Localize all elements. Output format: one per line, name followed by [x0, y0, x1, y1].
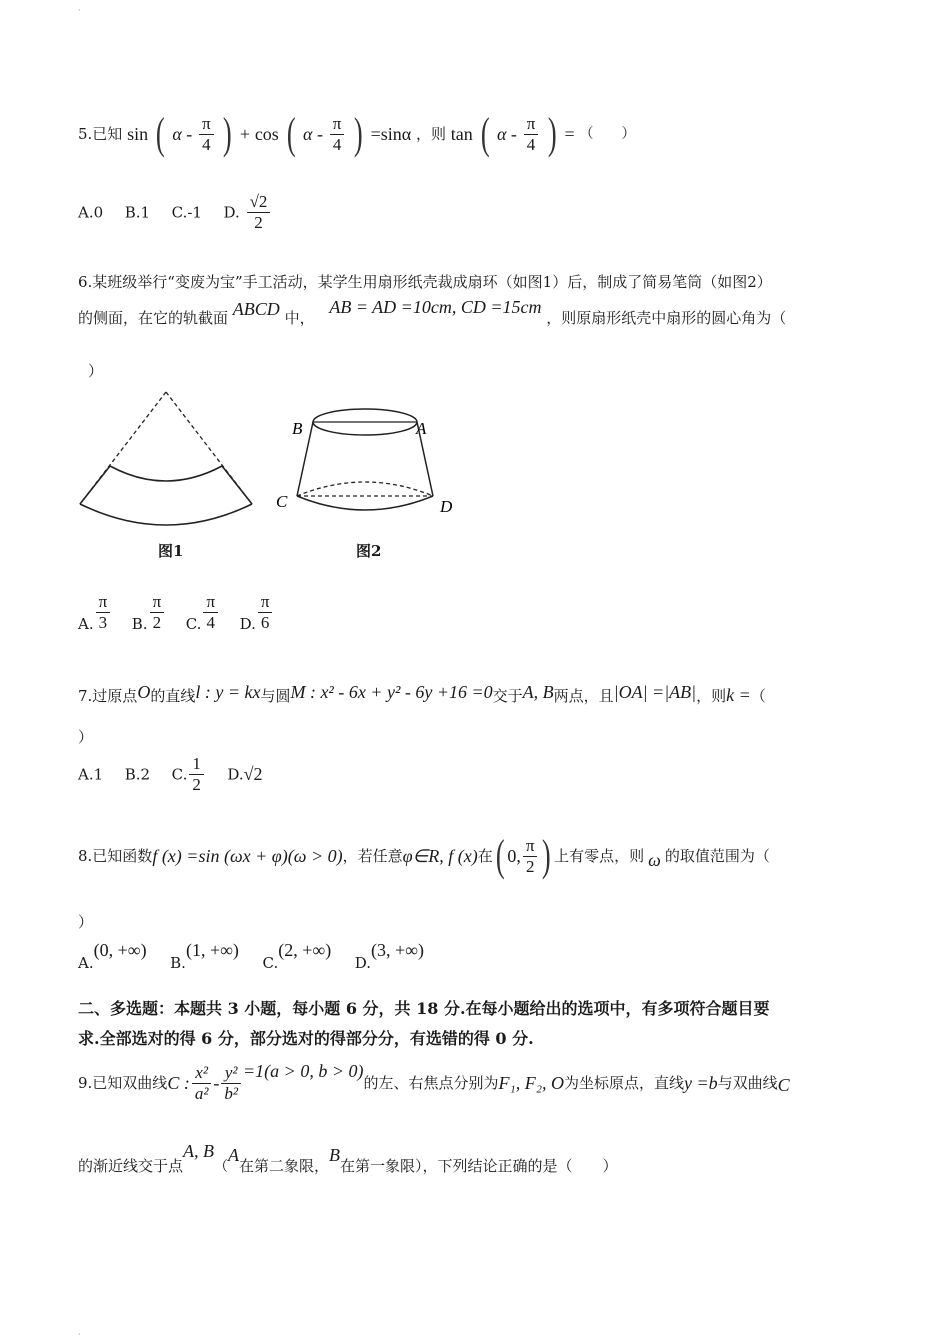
q5-alpha-minus-3: α -	[496, 124, 517, 144]
q8-paren-open: (	[495, 831, 505, 880]
q6-option-b-den: 2	[150, 612, 165, 633]
question-8	[78, 831, 770, 880]
q5-paren-open-1: (	[155, 109, 165, 158]
q9-prefix: 9.已知双曲线	[78, 1074, 168, 1092]
q6-option-c-letter: C.	[185, 614, 202, 633]
q6-option-d-frac	[258, 592, 273, 633]
question-7	[78, 684, 766, 707]
q6-option-d-den: 6	[258, 612, 273, 633]
q6-option-b-num: π	[152, 592, 162, 611]
q5-pi-3: π	[524, 114, 539, 135]
q6-line3: ）	[88, 362, 104, 380]
q9-frac-y2b2	[221, 1063, 241, 1104]
q9-paren-open: （	[214, 1159, 229, 1175]
q8-option-b-letter: B.	[170, 954, 186, 972]
q5-options	[78, 192, 272, 233]
q7-t1: 的直线	[150, 687, 196, 705]
q5-cos: cos	[254, 124, 279, 144]
q5-frac-pi4-1	[199, 114, 214, 155]
q5-option-b: B.1	[124, 203, 151, 222]
q9-c-colon: C :	[167, 1073, 190, 1093]
question-5	[78, 109, 636, 158]
q8-t3: 上有零点，则	[554, 847, 645, 865]
q7-option-c-den: 2	[192, 775, 201, 794]
q8-option-c	[262, 940, 332, 972]
q8-t1: ，若任意	[342, 847, 403, 865]
q5-then: ，则	[415, 125, 446, 143]
q5-alpha-minus-1: α -	[172, 124, 193, 144]
q8-option-d-val: (3, +∞)	[371, 940, 425, 960]
q8-option-a	[78, 940, 147, 972]
q6-condition: AB = AD =10cm, CD =15cm	[329, 297, 542, 317]
q5-eq-sin-alpha: =sinα	[370, 124, 412, 144]
q6-option-c-num: π	[206, 592, 216, 611]
q8-omega: ω	[648, 850, 661, 870]
q7-t6: （	[750, 687, 766, 705]
q8-interval-left: 0,	[507, 846, 521, 866]
q5-alpha-minus-2: α -	[303, 124, 323, 144]
q9-t1: 的左、右焦点分别为	[363, 1074, 499, 1092]
q9-ab: A, B	[183, 1141, 215, 1161]
q6-option-b	[131, 592, 171, 633]
fig1-right-edge	[222, 466, 252, 504]
q8-option-b	[170, 940, 239, 972]
q7-ab: A, B	[522, 682, 554, 702]
q7-prefix: 7.过原点	[78, 687, 138, 705]
fig2-label-a: A	[416, 419, 427, 438]
q6-option-d	[239, 592, 275, 633]
q8-t2: 在	[477, 847, 493, 865]
fig2-label-d: D	[440, 497, 453, 516]
q6-option-a-letter: A.	[78, 614, 94, 633]
q5-option-d-frac	[247, 192, 271, 233]
q5-paren-open-3: (	[480, 109, 490, 158]
q9-line2-a: 的渐近线交于点	[78, 1157, 184, 1175]
q8-option-d	[354, 940, 425, 972]
page-mark-top: ·	[78, 6, 81, 15]
q5-paren-close-3: )	[548, 109, 557, 158]
q5-option-d: D.	[223, 203, 240, 222]
q9-b-letter: B	[329, 1145, 341, 1165]
q9-t2: 为坐标原点，直线	[564, 1074, 685, 1092]
q6-option-d-num: π	[260, 592, 270, 611]
q5-frac-pi4-2	[330, 114, 345, 155]
fig2-label-c: C	[276, 492, 288, 511]
q8-prefix: 8.已知函数	[78, 847, 153, 865]
fig1-inner-arc	[110, 466, 222, 481]
q9-minus: -	[213, 1073, 220, 1093]
q9-t5: 在第一象限），下列结论正确的是（ ）	[340, 1157, 618, 1175]
q6-option-c	[185, 592, 225, 633]
q6-figure-1-caption: 图1	[158, 542, 184, 560]
q8-option-a-val: (0, +∞)	[93, 940, 147, 960]
q9-cond: =1(a > 0, b > 0)	[243, 1061, 364, 1081]
q7-line2: ）	[78, 728, 94, 746]
q5-pi-2: π	[330, 114, 345, 135]
q5-sin: sin	[127, 124, 149, 144]
q7-options	[78, 754, 263, 795]
q8-option-d-letter: D.	[354, 954, 372, 972]
q5-tan: tan	[450, 124, 473, 144]
q8-func: f (x) =sin (ωx + φ)(ω > 0)	[152, 846, 343, 866]
fig2-label-b: B	[292, 419, 303, 438]
fig1-outer-arc	[80, 504, 252, 525]
q6-option-a-den: 3	[96, 612, 111, 633]
q6-option-a-frac	[96, 592, 111, 633]
q8-line2: ）	[78, 913, 94, 931]
q8-t4: 的取值范围为（	[664, 847, 770, 865]
q6-option-c-den: 4	[203, 612, 218, 633]
q6-figure-2	[270, 400, 470, 530]
q7-option-c: C.	[171, 765, 188, 784]
q7-t4: 两点，且	[553, 687, 614, 705]
q5-four-1: 4	[202, 134, 211, 154]
q8-two: 2	[525, 856, 535, 876]
q5-four-3: 4	[526, 134, 536, 154]
question-9	[78, 1060, 790, 1104]
q9-line2	[78, 1140, 618, 1178]
q6-figure-2-caption: 图2	[356, 542, 382, 560]
q9-a2: a²	[194, 1083, 209, 1103]
q6-line2-b: 中，	[284, 309, 315, 327]
page-mark-bottom: ·	[78, 1330, 81, 1339]
q6-line2-a: 的侧面，在它的轨截面	[78, 309, 229, 327]
q6-option-a	[78, 592, 117, 633]
q6-option-a-num: π	[98, 592, 108, 611]
q6-figure-1	[76, 386, 266, 566]
section-2-line2: 求.全部选对的得 6 分，部分选对的得部分分，有选错的得 0 分.	[78, 1029, 534, 1048]
q6-abcd: ABCD	[232, 299, 280, 319]
q8-paren-close: )	[542, 831, 552, 880]
q9-x2: x²	[192, 1063, 212, 1084]
q5-plus: +	[239, 124, 251, 144]
q6-option-b-letter: B.	[131, 614, 148, 633]
q7-option-c-num: 1	[189, 754, 204, 775]
q7-option-b: B.2	[124, 765, 151, 784]
q7-abs-eq: |OA| =|AB|	[613, 682, 697, 702]
q6-line2-c: ，则原扇形纸壳中扇形的圆心角为（	[546, 309, 787, 327]
q5-answer-paren: （ ）	[579, 126, 636, 142]
q5-prefix: 5.已知	[78, 125, 123, 143]
q8-option-a-letter: A.	[78, 954, 94, 972]
q5-paren-close-2: )	[354, 109, 363, 158]
q5-paren-close-1: )	[223, 109, 233, 158]
q7-t5: ，则	[696, 687, 727, 705]
q7-o: O	[137, 682, 151, 702]
q8-option-b-val: (1, +∞)	[185, 940, 239, 960]
q8-option-c-val: (2, +∞)	[278, 940, 332, 960]
fig1-left-edge	[80, 466, 110, 504]
q8-pi: π	[523, 836, 538, 857]
q9-y2: y²	[221, 1063, 241, 1084]
q8-option-c-letter: C.	[262, 954, 279, 972]
q6-option-b-frac	[150, 592, 165, 633]
fig2-bottom-front-arc	[297, 496, 433, 510]
q5-four-2: 4	[332, 134, 342, 154]
q9-t3: 与双曲线	[717, 1074, 778, 1092]
q6-line2	[78, 297, 787, 329]
q9-t4: 在第二象限，	[239, 1157, 330, 1175]
q5-paren-open-2: (	[286, 109, 296, 158]
q8-frac-pi2	[523, 836, 538, 877]
q5-option-d-num: √2	[247, 192, 271, 213]
q9-a-letter: A	[228, 1145, 240, 1165]
q7-circle-eq: M : x² - 6x + y² - 6y +16 =0	[290, 682, 493, 702]
q6-option-c-frac	[203, 592, 218, 633]
q9-line: y =b	[684, 1073, 718, 1093]
q7-option-d-val: √2	[243, 764, 263, 784]
q7-option-d: D.	[227, 765, 244, 784]
q8-phi-r: φ∈R, f (x)	[402, 846, 478, 866]
q5-eq: =	[564, 124, 575, 144]
q6-line1: 6.某班级举行“变废为宝”手工活动，某学生用扇形纸壳裁成扇环（如图1）后，制成了简易笔筒（如图2）	[78, 273, 772, 291]
q6-option-d-letter: D.	[239, 614, 256, 633]
q7-line-eq: l : y = kx	[195, 682, 261, 702]
q5-pi-1: π	[199, 114, 214, 135]
q5-option-d-den: 2	[254, 213, 263, 232]
q9-c: C	[777, 1075, 790, 1095]
q5-option-a: A.0	[78, 203, 104, 222]
q9-b2: b²	[224, 1083, 239, 1103]
q5-frac-pi4-3	[524, 114, 539, 155]
q7-t3: 交于	[492, 687, 523, 705]
q8-options	[78, 940, 424, 972]
q6-options	[78, 592, 274, 633]
q7-k-eq: k =	[726, 685, 751, 705]
q9-foci: F₁, F₂, O	[498, 1073, 564, 1093]
q7-t2: 与圆	[260, 687, 291, 705]
section-2-line1: 二、多选题：本题共 3 小题，每小题 6 分，共 18 分.在每小题给出的选项中，有多项符合题目要	[78, 999, 770, 1018]
q7-option-c-frac	[189, 754, 204, 795]
q9-frac-x2a2	[192, 1063, 212, 1104]
fig2-bottom-back-dashed	[297, 482, 433, 496]
q5-option-c: C.-1	[171, 203, 202, 222]
q7-option-a: A.1	[78, 765, 104, 784]
